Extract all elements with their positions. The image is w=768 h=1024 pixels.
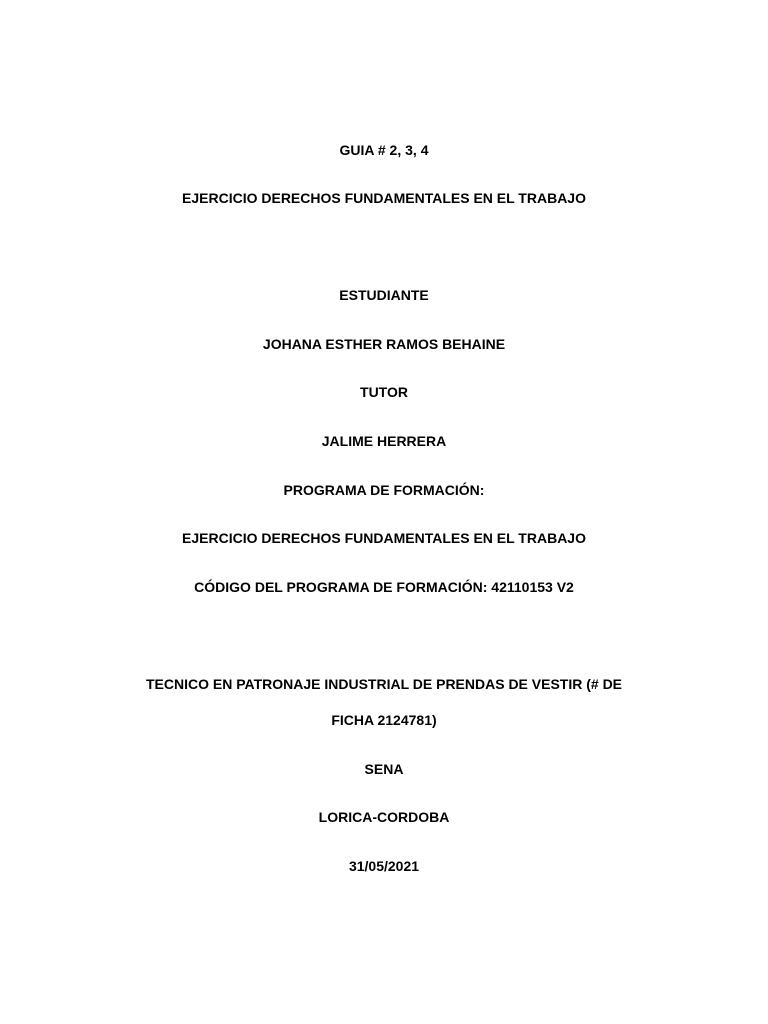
course-line-2: FICHA 2124781) bbox=[331, 712, 437, 728]
date: 31/05/2021 bbox=[348, 858, 420, 874]
location: LORICA-CORDOBA bbox=[318, 809, 450, 825]
tutor-label: TUTOR bbox=[360, 384, 408, 400]
course-line-1: TECNICO EN PATRONAJE INDUSTRIAL DE PRENDAS DE VESTIR (# DE bbox=[145, 676, 623, 692]
institution: SENA bbox=[364, 761, 404, 777]
guide-number: GUIA # 2, 3, 4 bbox=[339, 142, 429, 158]
student-label: ESTUDIANTE bbox=[339, 287, 429, 303]
student-name: JOHANA ESTHER RAMOS BEHAINE bbox=[262, 336, 506, 352]
program-code: CÓDIGO DEL PROGRAMA DE FORMACIÓN: 42110153 V2 bbox=[194, 579, 574, 595]
program-name: EJERCICIO DERECHOS FUNDAMENTALES EN EL TRABAJO bbox=[182, 530, 586, 546]
tutor-name: JALIME HERRERA bbox=[321, 433, 447, 449]
exercise-title: EJERCICIO DERECHOS FUNDAMENTALES EN EL TRABAJO bbox=[182, 190, 586, 206]
program-label: PROGRAMA DE FORMACIÓN: bbox=[283, 482, 485, 498]
